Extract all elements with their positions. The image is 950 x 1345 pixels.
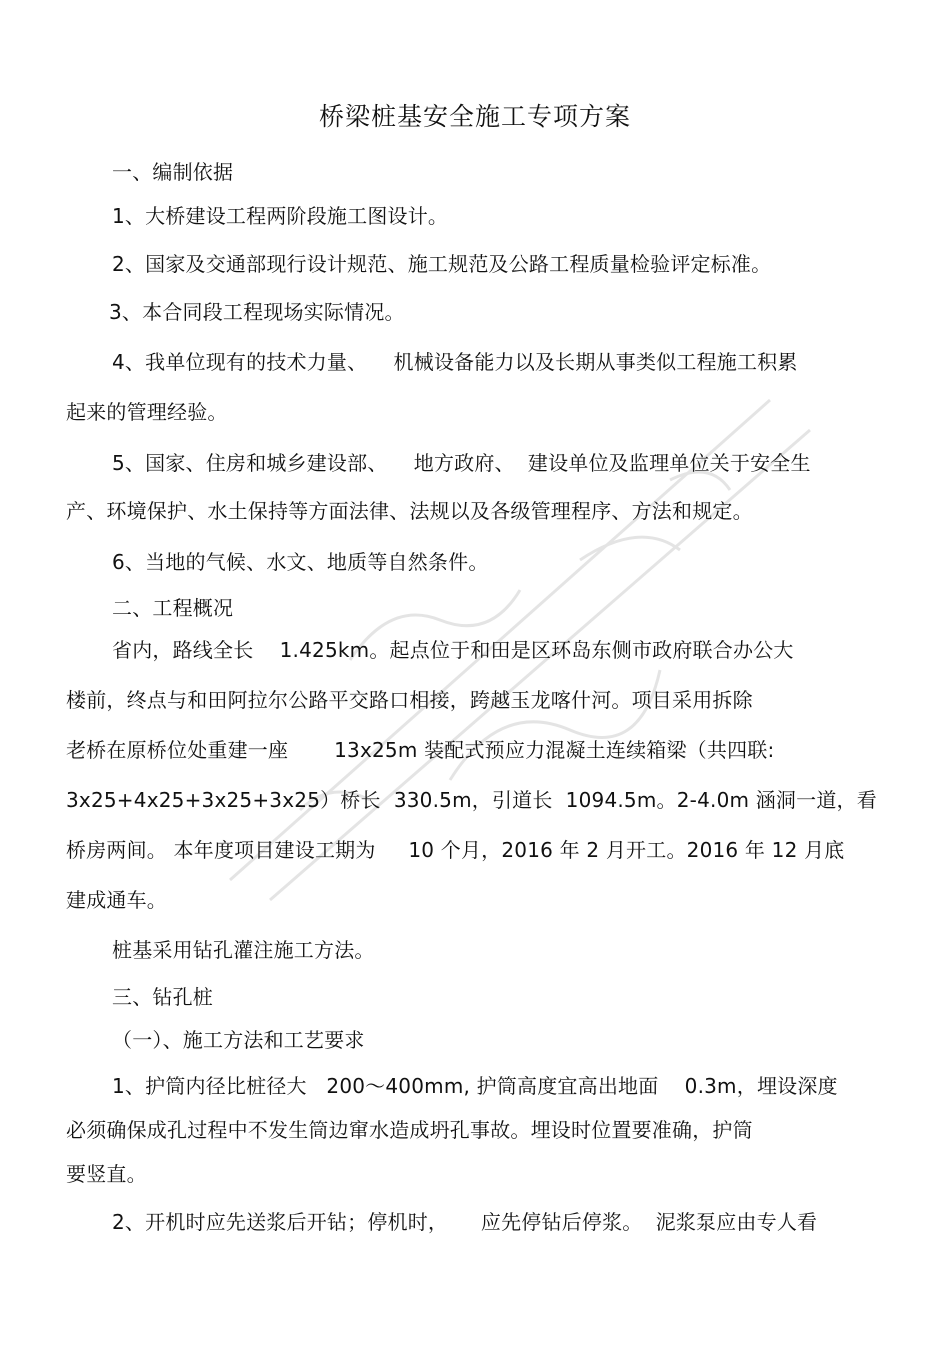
section-heading-basis: 一、编制依据 (112, 160, 234, 184)
paragraph-line: 老桥在原桥位处重建一座 13x25m 装配式预应力混凝土连续箱梁（共四联: (66, 738, 775, 762)
paragraph-line: 必须确保成孔过程中不发生筒边窜水造成坍孔事故。埋设时位置要准确，护筒 (66, 1118, 753, 1142)
paragraph-line: 5、国家、住房和城乡建设部、 地方政府、 建设单位及监理单位关于安全生 (112, 451, 811, 475)
paragraph-line: 3、本合同段工程现场实际情况。 (109, 300, 405, 324)
paragraph-line: 起来的管理经验。 (66, 400, 228, 424)
paragraph-line: 要竖直。 (66, 1162, 147, 1186)
paragraph-line: 2、国家及交通部现行设计规范、施工规范及公路工程质量检验评定标准。 (112, 252, 772, 276)
paragraph-line: 6、当地的气候、水文、地质等自然条件。 (112, 550, 489, 574)
section-heading-overview: 二、工程概况 (112, 596, 234, 620)
paragraph-line: 4、我单位现有的技术力量、 机械设备能力以及长期从事类似工程施工积累 (112, 350, 798, 374)
paragraph-line: 2、开机时应先送浆后开钻；停机时， 应先停钻后停浆。 泥浆泵应由专人看 (112, 1210, 818, 1234)
paragraph-line: 1、护筒内径比桩径大 200～400mm, 护筒高度宜高出地面 0.3m，埋设深度 (112, 1074, 838, 1098)
paragraph-line: 桥房两间。 本年度项目建设工期为 10 个月，2016 年 2 月开工。2016 年 12 月底 (66, 838, 845, 862)
paragraph-line: 建成通车。 (66, 888, 167, 912)
page-title: 桥梁桩基安全施工专项方案 (318, 102, 631, 131)
paragraph-line: 1、大桥建设工程两阶段施工图设计。 (112, 204, 449, 228)
subsection-heading-method: （一）、施工方法和工艺要求 (112, 1028, 365, 1052)
paragraph-line: 产、环境保护、水土保持等方面法律、法规以及各级管理程序、方法和规定。 (66, 499, 753, 523)
paragraph-line: 楼前，终点与和田阿拉尔公路平交路口相接，跨越玉龙喀什河。项目采用拆除 (66, 688, 753, 712)
paragraph-line: 3x25+4x25+3x25+3x25）桥长 330.5m，引道长 1094.5m。2-4.0m 涵洞一道，看 (66, 788, 877, 812)
paragraph-line: 省内，路线全长 1.425km。起点位于和田是区环岛东侧市政府联合办公大 (112, 638, 794, 662)
paragraph-line: 桩基采用钻孔灌注施工方法。 (112, 938, 375, 962)
section-heading-bored-pile: 三、钻孔桩 (112, 985, 213, 1009)
